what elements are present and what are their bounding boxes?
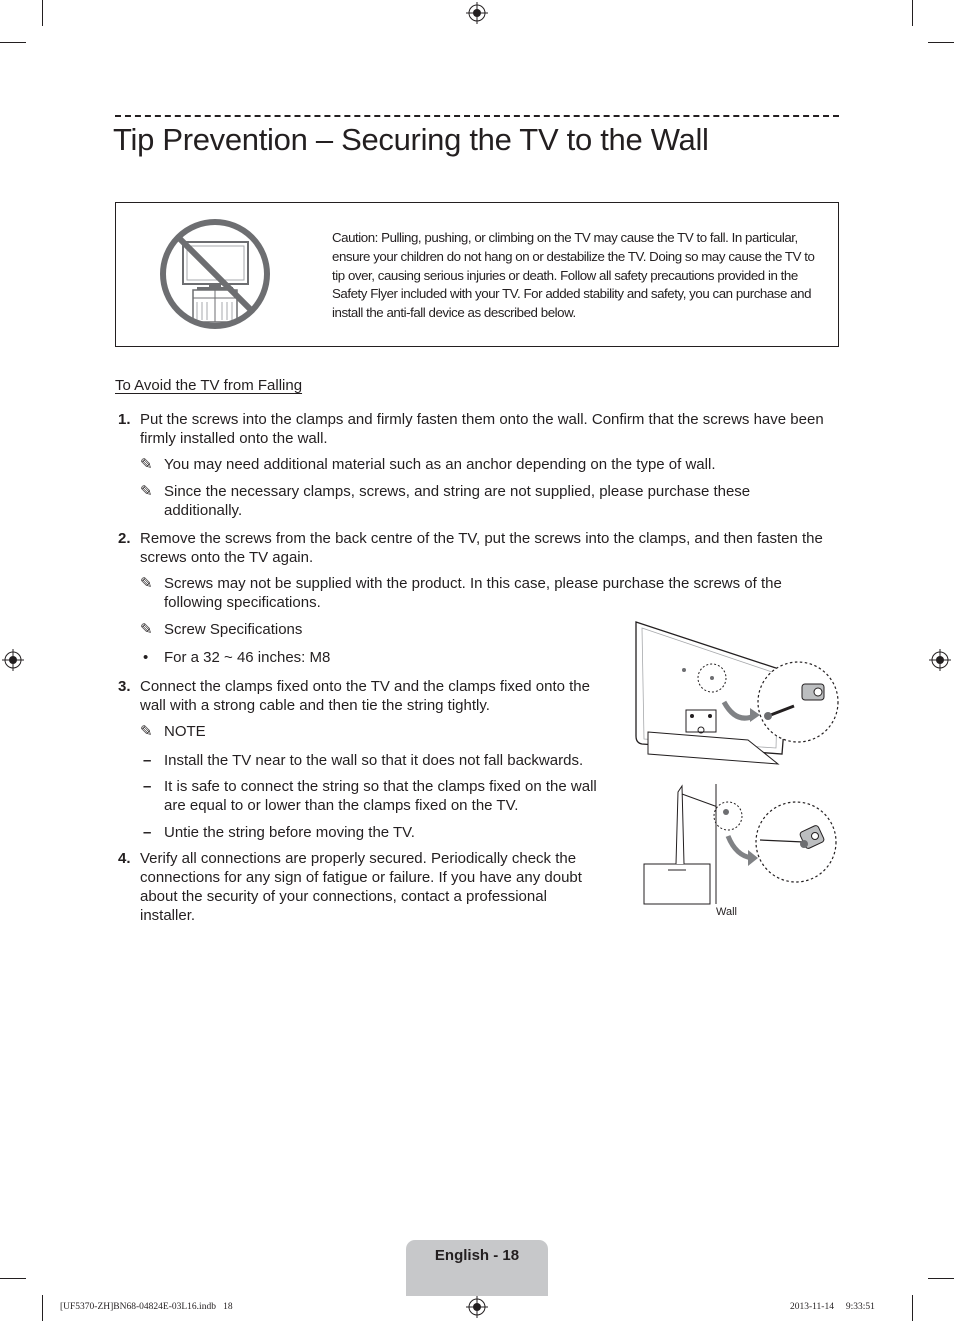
note-label: NOTE — [164, 723, 206, 740]
dash-icon: – — [143, 752, 152, 769]
dash-icon: – — [143, 778, 152, 795]
registration-mark-icon — [466, 2, 488, 24]
note-icon: ✎ — [140, 575, 153, 592]
note-icon: ✎ — [140, 723, 153, 740]
registration-mark-icon — [466, 1296, 488, 1318]
crop-mark — [0, 1278, 26, 1279]
step-text: Put the screws into the clamps and firmly fasten them onto the wall. Confirm that the screws have been firmly installed onto the wall. — [140, 411, 824, 447]
crop-mark — [928, 1278, 954, 1279]
step-text: Remove the screws from the back centre of the TV, put the screws into the clamps, and then fasten the screws onto the TV again. — [140, 530, 823, 566]
note-icon: ✎ — [140, 483, 153, 500]
crop-mark — [928, 42, 954, 43]
registration-mark-icon — [929, 649, 951, 671]
title-rule — [115, 115, 839, 117]
crop-mark — [42, 0, 43, 26]
note-text: Screw Specifications — [164, 621, 303, 638]
note-icon: ✎ — [140, 621, 153, 638]
bullet-text: For a 32 ~ 46 inches: M8 — [164, 649, 331, 666]
crop-mark — [912, 1295, 913, 1321]
dash-text: Untie the string before moving the TV. — [164, 824, 415, 841]
step-number: 1. — [118, 411, 131, 428]
wall-clamp-illustration — [642, 780, 844, 906]
note-text: Since the necessary clamps, screws, and string are not supplied, please purchase these additionally. — [164, 483, 751, 519]
crop-mark — [0, 42, 26, 43]
tv-back-clamp-illustration — [632, 618, 844, 768]
caution-text: Caution: Pulling, pushing, or climbing on the TV may cause the TV to fall. In particular, ensure your children do not hang on or destabilize the TV. Doing so may cause the TV to tip over, causing serious injuries or death. Follow all safety precautions provided in the Safety Flyer included with your TV. For added stability and safety, you can purchase and install the anti-fall device as described below. — [332, 230, 815, 321]
note-icon: ✎ — [140, 456, 153, 473]
print-timestamp: 2013-11-14 9:33:51 — [790, 1302, 875, 1312]
note-text: You may need additional material such as an anchor depending on the type of wall. — [164, 456, 716, 473]
crop-mark — [42, 1295, 43, 1321]
dash-text: Install the TV near to the wall so that it does not fall backwards. — [164, 752, 584, 769]
step-text: Verify all connections are properly secured. Periodically check the connections for any sign of fatigue or failure. If you have any doubt about the security of your connections, contact a professional installer. — [140, 850, 582, 924]
wall-label: Wall — [716, 906, 737, 918]
step-number: 3. — [118, 678, 131, 695]
dash-icon: – — [143, 824, 152, 841]
section-heading: To Avoid the TV from Falling — [115, 377, 303, 394]
note-text: Screws may not be supplied with the product. In this case, please purchase the screws of the following specifications. — [164, 575, 782, 611]
no-climbing-warning-icon — [157, 216, 273, 332]
crop-mark — [912, 0, 913, 26]
step-text: Connect the clamps fixed onto the TV and the clamps fixed onto the wall with a strong cable and then tie the string tightly. — [140, 678, 590, 714]
file-slug: [UF5370-ZH]BN68-04824E-03L16.indb 18 — [60, 1302, 233, 1312]
bullet-icon: • — [143, 649, 149, 666]
dash-text: It is safe to connect the string so that the clamps fixed on the wall are equal to or lower than the clamps fixed on the TV. — [164, 778, 597, 814]
step-number: 2. — [118, 530, 131, 547]
step-number: 4. — [118, 850, 131, 867]
registration-mark-icon — [2, 649, 24, 671]
page-number: English - 18 — [434, 1247, 520, 1264]
page-title: Tip Prevention – Securing the TV to the Wall — [113, 122, 709, 157]
